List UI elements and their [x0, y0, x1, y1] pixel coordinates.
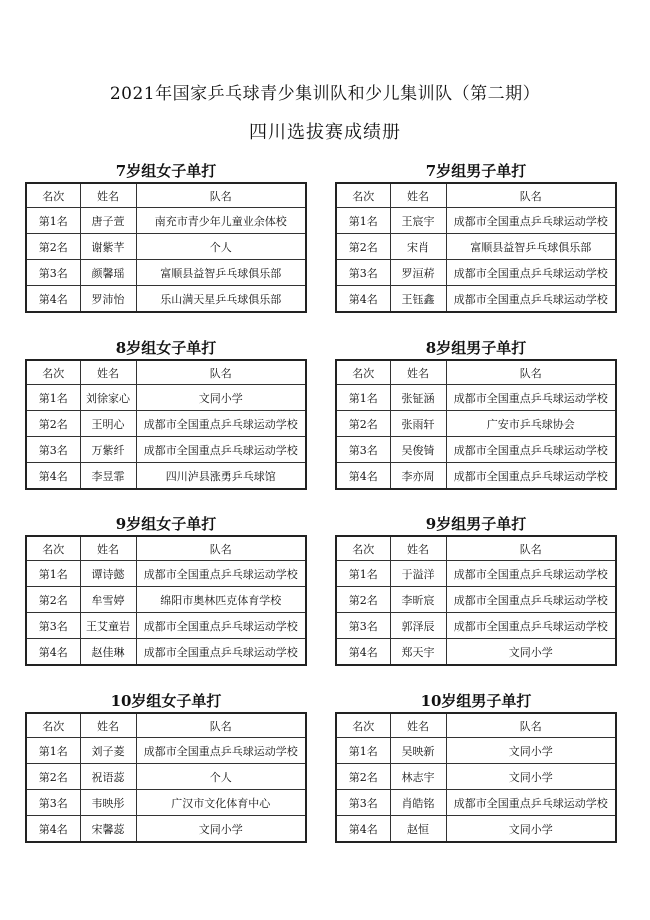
table-row — [336, 286, 616, 313]
table-header-row — [26, 713, 306, 738]
results-section — [335, 690, 617, 843]
table-row — [336, 385, 616, 411]
table-row — [26, 738, 306, 764]
name-header: 姓名 — [80, 360, 136, 385]
team-cell: 成都市全国重点乒乓球运动学校 — [136, 738, 306, 764]
table-row — [336, 613, 616, 639]
table-header-row — [336, 536, 616, 561]
team-cell: 成都市全国重点乒乓球运动学校 — [446, 286, 616, 313]
name-header: 姓名 — [390, 536, 446, 561]
results-table — [335, 712, 617, 843]
player-name-cell: 刘子菱 — [80, 738, 136, 764]
name-header: 姓名 — [80, 536, 136, 561]
team-cell: 文同小学 — [446, 764, 616, 790]
rank-cell: 第3名 — [26, 260, 80, 286]
team-cell: 成都市全国重点乒乓球运动学校 — [446, 260, 616, 286]
player-name-cell: 万紫纤 — [80, 437, 136, 463]
table-row — [336, 234, 616, 260]
section-title: 8岁组女子单打 — [115, 339, 217, 357]
table-header-row — [26, 360, 306, 385]
team-cell: 个人 — [136, 764, 306, 790]
rank-cell: 第4名 — [336, 286, 390, 313]
table-row — [336, 587, 616, 613]
team-cell: 文同小学 — [446, 639, 616, 666]
table-row — [336, 790, 616, 816]
table-header-row — [26, 536, 306, 561]
team-cell: 成都市全国重点乒乓球运动学校 — [446, 561, 616, 587]
rank-cell: 第1名 — [26, 561, 80, 587]
section-title: 9岁组男子单打 — [425, 515, 527, 533]
player-name-cell: 王钰鑫 — [390, 286, 446, 313]
player-name-cell: 祝语蕊 — [80, 764, 136, 790]
rank-cell: 第2名 — [26, 764, 80, 790]
team-header: 队名 — [136, 183, 306, 208]
table-row — [26, 639, 306, 666]
rank-cell: 第4名 — [336, 816, 390, 843]
player-name-cell: 宋馨蕊 — [80, 816, 136, 843]
team-header: 队名 — [136, 360, 306, 385]
team-cell: 广安市乒乓球协会 — [446, 411, 616, 437]
rank-header: 名次 — [26, 360, 80, 385]
player-name-cell: 郑天宇 — [390, 639, 446, 666]
section-title: 10岁组女子单打 — [110, 692, 222, 710]
table-row — [26, 286, 306, 313]
team-cell: 成都市全国重点乒乓球运动学校 — [446, 208, 616, 234]
player-name-cell: 赵佳琳 — [80, 639, 136, 666]
player-name-cell: 林志宇 — [390, 764, 446, 790]
results-table — [25, 712, 307, 843]
rank-cell: 第1名 — [336, 738, 390, 764]
table-row — [336, 738, 616, 764]
results-table — [25, 535, 307, 666]
team-cell: 文同小学 — [136, 385, 306, 411]
results-section — [25, 160, 307, 313]
table-row — [26, 411, 306, 437]
rank-cell: 第1名 — [336, 385, 390, 411]
player-name-cell: 刘徐家心 — [80, 385, 136, 411]
table-row — [336, 639, 616, 666]
player-name-cell: 于溢洋 — [390, 561, 446, 587]
team-header: 队名 — [446, 536, 616, 561]
rank-cell: 第3名 — [26, 613, 80, 639]
results-section — [25, 337, 307, 490]
rank-header: 名次 — [336, 360, 390, 385]
rank-cell: 第3名 — [336, 613, 390, 639]
rank-cell: 第4名 — [336, 639, 390, 666]
player-name-cell: 张钲涵 — [390, 385, 446, 411]
team-cell: 富顺县益智乒乓球俱乐部 — [446, 234, 616, 260]
table-row — [26, 790, 306, 816]
document-subtitle: 四川选拔赛成绩册 — [249, 122, 401, 143]
table-row — [26, 561, 306, 587]
team-cell: 乐山满天星乒乓球俱乐部 — [136, 286, 306, 313]
player-name-cell: 颜馨瑶 — [80, 260, 136, 286]
player-name-cell: 郭泽辰 — [390, 613, 446, 639]
player-name-cell: 宋肖 — [390, 234, 446, 260]
rank-cell: 第2名 — [336, 411, 390, 437]
player-name-cell: 张雨轩 — [390, 411, 446, 437]
team-cell: 成都市全国重点乒乓球运动学校 — [136, 561, 306, 587]
rank-header: 名次 — [26, 536, 80, 561]
team-cell: 成都市全国重点乒乓球运动学校 — [136, 411, 306, 437]
team-header: 队名 — [136, 536, 306, 561]
table-row — [26, 385, 306, 411]
rank-cell: 第2名 — [26, 411, 80, 437]
rank-cell: 第2名 — [26, 587, 80, 613]
results-section — [25, 690, 307, 843]
table-header-row — [336, 713, 616, 738]
table-row — [336, 208, 616, 234]
rank-cell: 第4名 — [26, 286, 80, 313]
rank-header: 名次 — [26, 183, 80, 208]
player-name-cell: 谢紫芊 — [80, 234, 136, 260]
rank-cell: 第3名 — [336, 260, 390, 286]
player-name-cell: 韦映彤 — [80, 790, 136, 816]
results-table — [335, 535, 617, 666]
team-cell: 成都市全国重点乒乓球运动学校 — [136, 437, 306, 463]
table-row — [26, 764, 306, 790]
player-name-cell: 李亦周 — [390, 463, 446, 490]
player-name-cell: 吴俊锜 — [390, 437, 446, 463]
table-row — [336, 561, 616, 587]
player-name-cell: 李昱霏 — [80, 463, 136, 490]
rank-cell: 第1名 — [336, 561, 390, 587]
table-row — [336, 437, 616, 463]
rank-cell: 第2名 — [26, 234, 80, 260]
table-row — [336, 816, 616, 843]
section-title: 7岁组男子单打 — [425, 162, 527, 180]
rank-cell: 第1名 — [26, 738, 80, 764]
results-section — [335, 513, 617, 666]
player-name-cell: 吴映新 — [390, 738, 446, 764]
results-table — [25, 359, 307, 490]
team-cell: 文同小学 — [446, 816, 616, 843]
team-cell: 成都市全国重点乒乓球运动学校 — [136, 639, 306, 666]
name-header: 姓名 — [390, 183, 446, 208]
team-header: 队名 — [446, 713, 616, 738]
results-table — [335, 182, 617, 313]
table-row — [26, 234, 306, 260]
rank-cell: 第4名 — [26, 816, 80, 843]
rank-cell: 第2名 — [336, 764, 390, 790]
table-header-row — [336, 183, 616, 208]
player-name-cell: 王艾童岩 — [80, 613, 136, 639]
rank-cell: 第2名 — [336, 234, 390, 260]
rank-cell: 第4名 — [26, 639, 80, 666]
table-row — [336, 260, 616, 286]
rank-cell: 第1名 — [336, 208, 390, 234]
rank-cell: 第3名 — [26, 790, 80, 816]
player-name-cell: 赵恒 — [390, 816, 446, 843]
table-row — [26, 816, 306, 843]
table-row — [26, 613, 306, 639]
name-header: 姓名 — [390, 360, 446, 385]
name-header: 姓名 — [80, 183, 136, 208]
rank-cell: 第1名 — [26, 385, 80, 411]
team-cell: 成都市全国重点乒乓球运动学校 — [446, 790, 616, 816]
rank-cell: 第3名 — [336, 437, 390, 463]
table-row — [26, 437, 306, 463]
rank-header: 名次 — [26, 713, 80, 738]
team-cell: 广汉市文化体育中心 — [136, 790, 306, 816]
team-header: 队名 — [136, 713, 306, 738]
team-cell: 文同小学 — [446, 738, 616, 764]
results-table — [25, 182, 307, 313]
rank-header: 名次 — [336, 183, 390, 208]
team-cell: 南充市青少年儿童业余体校 — [136, 208, 306, 234]
rank-cell: 第1名 — [26, 208, 80, 234]
table-row — [336, 463, 616, 490]
table-header-row — [26, 183, 306, 208]
team-header: 队名 — [446, 183, 616, 208]
team-cell: 成都市全国重点乒乓球运动学校 — [446, 463, 616, 490]
rank-cell: 第3名 — [26, 437, 80, 463]
team-cell: 富顺县益智乒乓球俱乐部 — [136, 260, 306, 286]
section-title: 8岁组男子单打 — [425, 339, 527, 357]
player-name-cell: 唐子萱 — [80, 208, 136, 234]
team-header: 队名 — [446, 360, 616, 385]
team-cell: 成都市全国重点乒乓球运动学校 — [446, 613, 616, 639]
table-row — [336, 764, 616, 790]
player-name-cell: 罗沛怡 — [80, 286, 136, 313]
player-name-cell: 王宸宇 — [390, 208, 446, 234]
player-name-cell: 王明心 — [80, 411, 136, 437]
team-cell: 绵阳市奥林匹克体育学校 — [136, 587, 306, 613]
team-cell: 个人 — [136, 234, 306, 260]
team-cell: 成都市全国重点乒乓球运动学校 — [136, 613, 306, 639]
player-name-cell: 肖皓铭 — [390, 790, 446, 816]
document-title: 2021年国家乒乓球青少集训队和少儿集训队（第二期） — [109, 84, 541, 104]
results-section — [335, 337, 617, 490]
team-cell: 文同小学 — [136, 816, 306, 843]
table-row — [26, 463, 306, 490]
table-header-row — [336, 360, 616, 385]
rank-header: 名次 — [336, 713, 390, 738]
name-header: 姓名 — [390, 713, 446, 738]
table-row — [336, 411, 616, 437]
rank-cell: 第2名 — [336, 587, 390, 613]
team-cell: 成都市全国重点乒乓球运动学校 — [446, 437, 616, 463]
section-title: 7岁组女子单打 — [115, 162, 217, 180]
table-row — [26, 587, 306, 613]
section-title: 10岁组男子单打 — [420, 692, 532, 710]
player-name-cell: 罗洹菥 — [390, 260, 446, 286]
table-row — [26, 260, 306, 286]
player-name-cell: 牟雪婷 — [80, 587, 136, 613]
team-cell: 四川泸县涨勇乒乓球馆 — [136, 463, 306, 490]
results-table — [335, 359, 617, 490]
rank-cell: 第4名 — [336, 463, 390, 490]
rank-cell: 第4名 — [26, 463, 80, 490]
rank-header: 名次 — [336, 536, 390, 561]
section-title: 9岁组女子单打 — [115, 515, 217, 533]
player-name-cell: 谭诗懿 — [80, 561, 136, 587]
player-name-cell: 李昕宸 — [390, 587, 446, 613]
results-section — [25, 513, 307, 666]
table-row — [26, 208, 306, 234]
results-section — [335, 160, 617, 313]
team-cell: 成都市全国重点乒乓球运动学校 — [446, 587, 616, 613]
rank-cell: 第3名 — [336, 790, 390, 816]
name-header: 姓名 — [80, 713, 136, 738]
team-cell: 成都市全国重点乒乓球运动学校 — [446, 385, 616, 411]
